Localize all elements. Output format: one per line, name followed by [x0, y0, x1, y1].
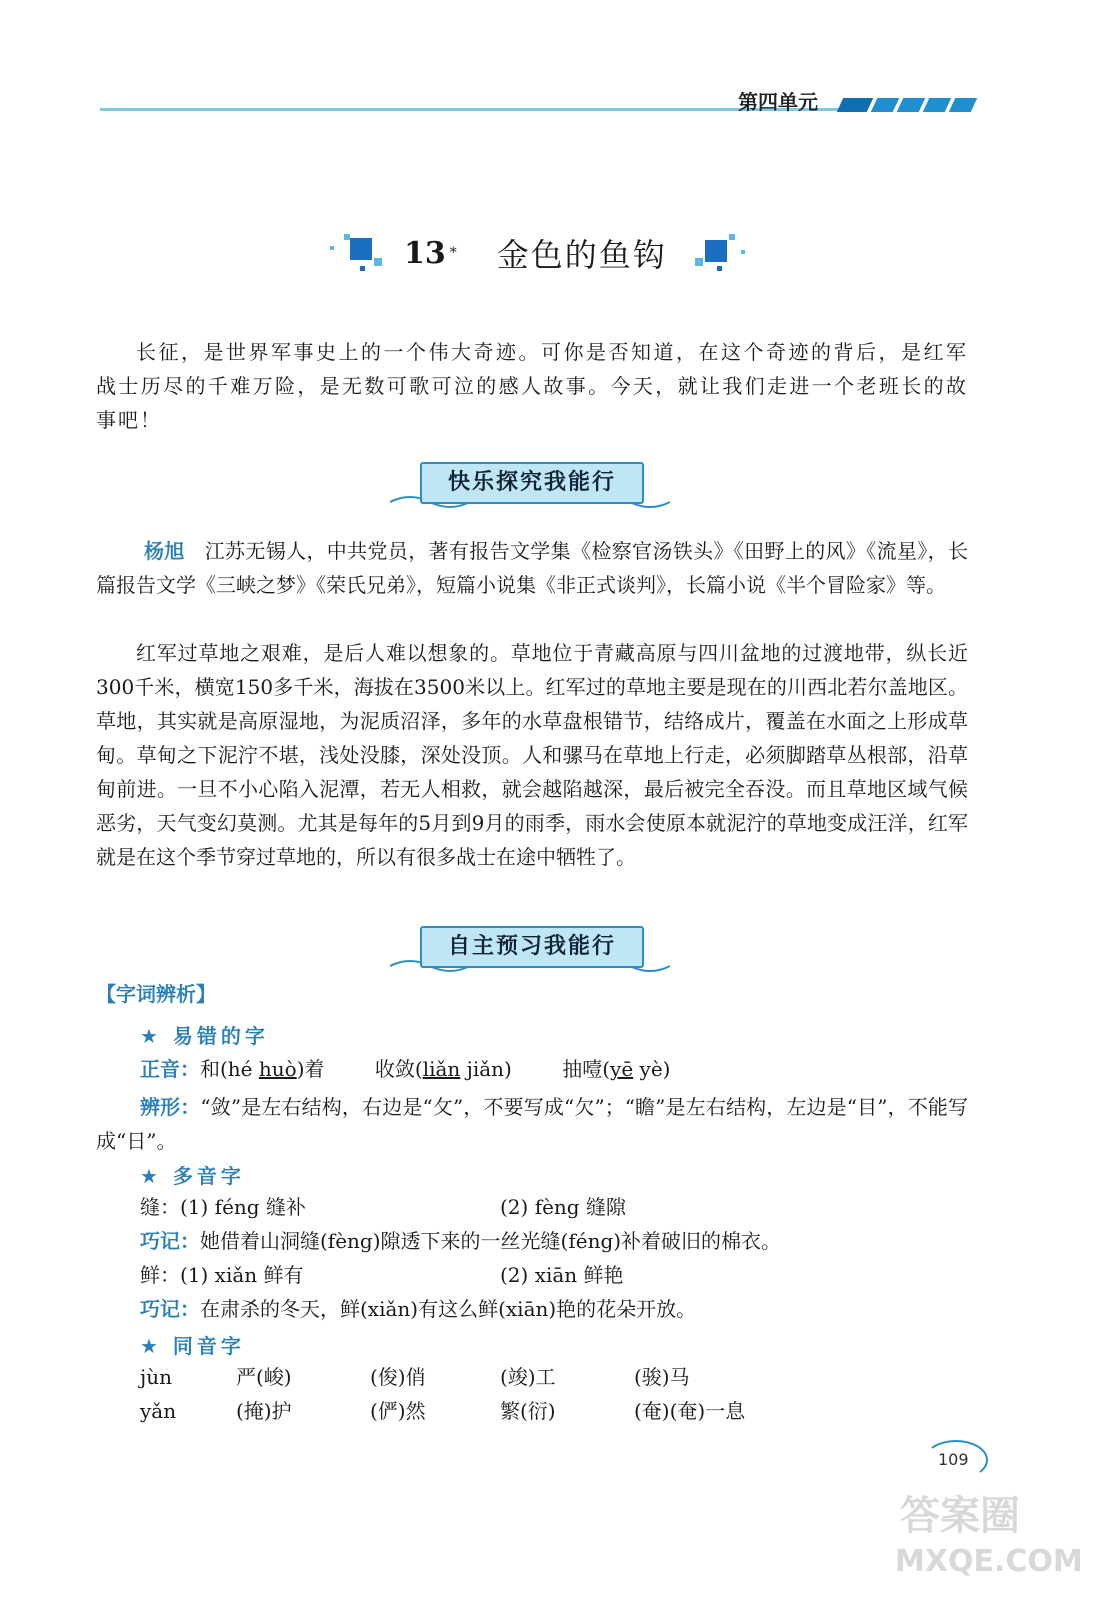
section-title-preview: 自主预习我能行	[420, 926, 644, 968]
page-number: 109	[938, 1450, 969, 1469]
author-paragraph	[96, 534, 968, 602]
header-stripes-decoration	[840, 98, 974, 112]
homophone-word: (竣)工	[500, 1365, 556, 1389]
zhengyin-item1-answer: huò	[258, 1057, 297, 1081]
lesson-title: 金色的鱼钩	[496, 236, 667, 274]
homophone-pinyin: jùn	[140, 1365, 172, 1389]
homophone-word: 严(峻)	[236, 1365, 292, 1389]
vocab-heading: 【字词辨析】	[96, 982, 216, 1006]
bianxing-paragraph	[96, 1090, 968, 1158]
tip-label: 巧记：	[140, 1229, 200, 1253]
square-ornament-right-icon	[687, 228, 747, 278]
lesson-title-row	[330, 228, 770, 278]
section-banner-explore	[390, 462, 670, 512]
zhengyin-item3-answer: yē	[610, 1057, 634, 1081]
bianxing-text: “敛”是左右结构，右边是“攵”，不要写成“欠”；“瞻”是左右结构，左边是“目”，不能写成“日”。	[96, 1095, 969, 1153]
zhengyin-item2a: 收敛(	[374, 1057, 423, 1081]
polyphone-title: ★ 多音字	[140, 1164, 245, 1188]
background-paragraph: 红军过草地之艰难，是后人难以想象的。草地位于青藏高原与四川盆地的过渡地带，纵长近300千米，横宽150多千米，海拔在3500米以上。红军过的草地主要是现在的川西北若尔盖地区。草地，其实就是高原湿地，为泥质沼泽，多年的水草盘根错节，结络成片，覆盖在水面之上形成草甸。草甸之下泥泞不堪，浅处没膝，深处没顶。人和骡马在草地上行走，必须脚踏草丛根部，沿草甸前进。一旦不小心陷入泥潭，若无人相救，就会越陷越深，最后被完全吞没。而且草地区域气候恶劣，天气变幻莫测。尤其是每年的5月到9月的雨季，雨水会使原本就泥泞的草地变成汪洋，红军就是在这个季节穿过草地的，所以有很多战士在途中牺牲了。	[96, 641, 968, 869]
xian-tip-text: 在肃杀的冬天，鲜(xiǎn)有这么鲜(xiān)艳的花朵开放。	[200, 1297, 697, 1321]
watermark-logo: 答案圈	[900, 1493, 1020, 1539]
zhengyin-line	[140, 1054, 670, 1084]
xian-reading-1: 鲜：(1) xiǎn 鲜有	[140, 1263, 304, 1287]
homophone-word: (骏)马	[634, 1365, 690, 1389]
zhengyin-label: 正音：	[140, 1057, 200, 1081]
homophone-word: (奄)(奄)一息	[634, 1399, 746, 1423]
feng-tip	[140, 1226, 781, 1256]
zhengyin-item3c: yè)	[633, 1057, 671, 1081]
zhengyin-item1c: )着	[296, 1057, 325, 1081]
homophone-pinyin: yǎn	[140, 1399, 177, 1423]
watermark-url: MXQE.COM	[895, 1544, 1083, 1579]
intro-paragraph: 长征，是世界军事史上的一个伟大奇迹。可你是否知道，在这个奇迹的背后，是红军战士历尽的千难万险，是无数可歌可泣的感人故事。今天，就让我们走进一个老班长的故事吧！	[96, 340, 968, 432]
header-rule	[100, 108, 840, 111]
author-bio: 江苏无锡人，中共党员，著有报告文学集《检察官汤铁头》《田野上的风》《流星》，长篇报告文学《三峡之梦》《荣氏兄弟》，短篇小说集《非正式谈判》，长篇小说《半个冒险家》等。	[96, 539, 969, 597]
tip-label: 巧记：	[140, 1297, 200, 1321]
xian-tip	[140, 1294, 696, 1324]
section-banner-preview	[390, 926, 670, 976]
homophone-title: ★ 同音字	[140, 1334, 245, 1358]
bianxing-label: 辨形：	[140, 1095, 201, 1119]
homophone-row	[140, 1362, 690, 1392]
easy-wrong-title: ★ 易错的字	[140, 1024, 269, 1048]
lesson-number: 13	[404, 235, 446, 271]
author-name: 杨旭	[144, 539, 185, 563]
homophone-word: (俊)俏	[370, 1365, 426, 1389]
section-title-explore: 快乐探究我能行	[420, 462, 644, 504]
xian-reading-2: (2) xiān 鲜艳	[500, 1263, 624, 1287]
zhengyin-item2-answer: liǎn	[422, 1057, 461, 1081]
homophone-word: (掩)护	[236, 1399, 292, 1423]
feng-reading-2: (2) fèng 缝隙	[500, 1195, 626, 1219]
feng-reading-1: 缝：(1) féng 缝补	[140, 1195, 306, 1219]
homophone-word: (俨)然	[370, 1399, 426, 1423]
zhengyin-item1a: 和(hé	[200, 1057, 259, 1081]
lesson-star-mark: *	[449, 245, 457, 261]
square-ornament-left-icon	[330, 228, 390, 278]
feng-tip-text: 她借着山洞缝(fèng)隙透下来的一丝光缝(féng)补着破旧的棉衣。	[200, 1229, 782, 1253]
zhengyin-item2c: jiǎn)	[460, 1057, 512, 1081]
homophone-row	[140, 1396, 745, 1426]
unit-label: 第四单元	[738, 90, 818, 114]
zhengyin-item3a: 抽噎(	[562, 1057, 611, 1081]
homophone-word: 繁(衍)	[500, 1399, 556, 1423]
